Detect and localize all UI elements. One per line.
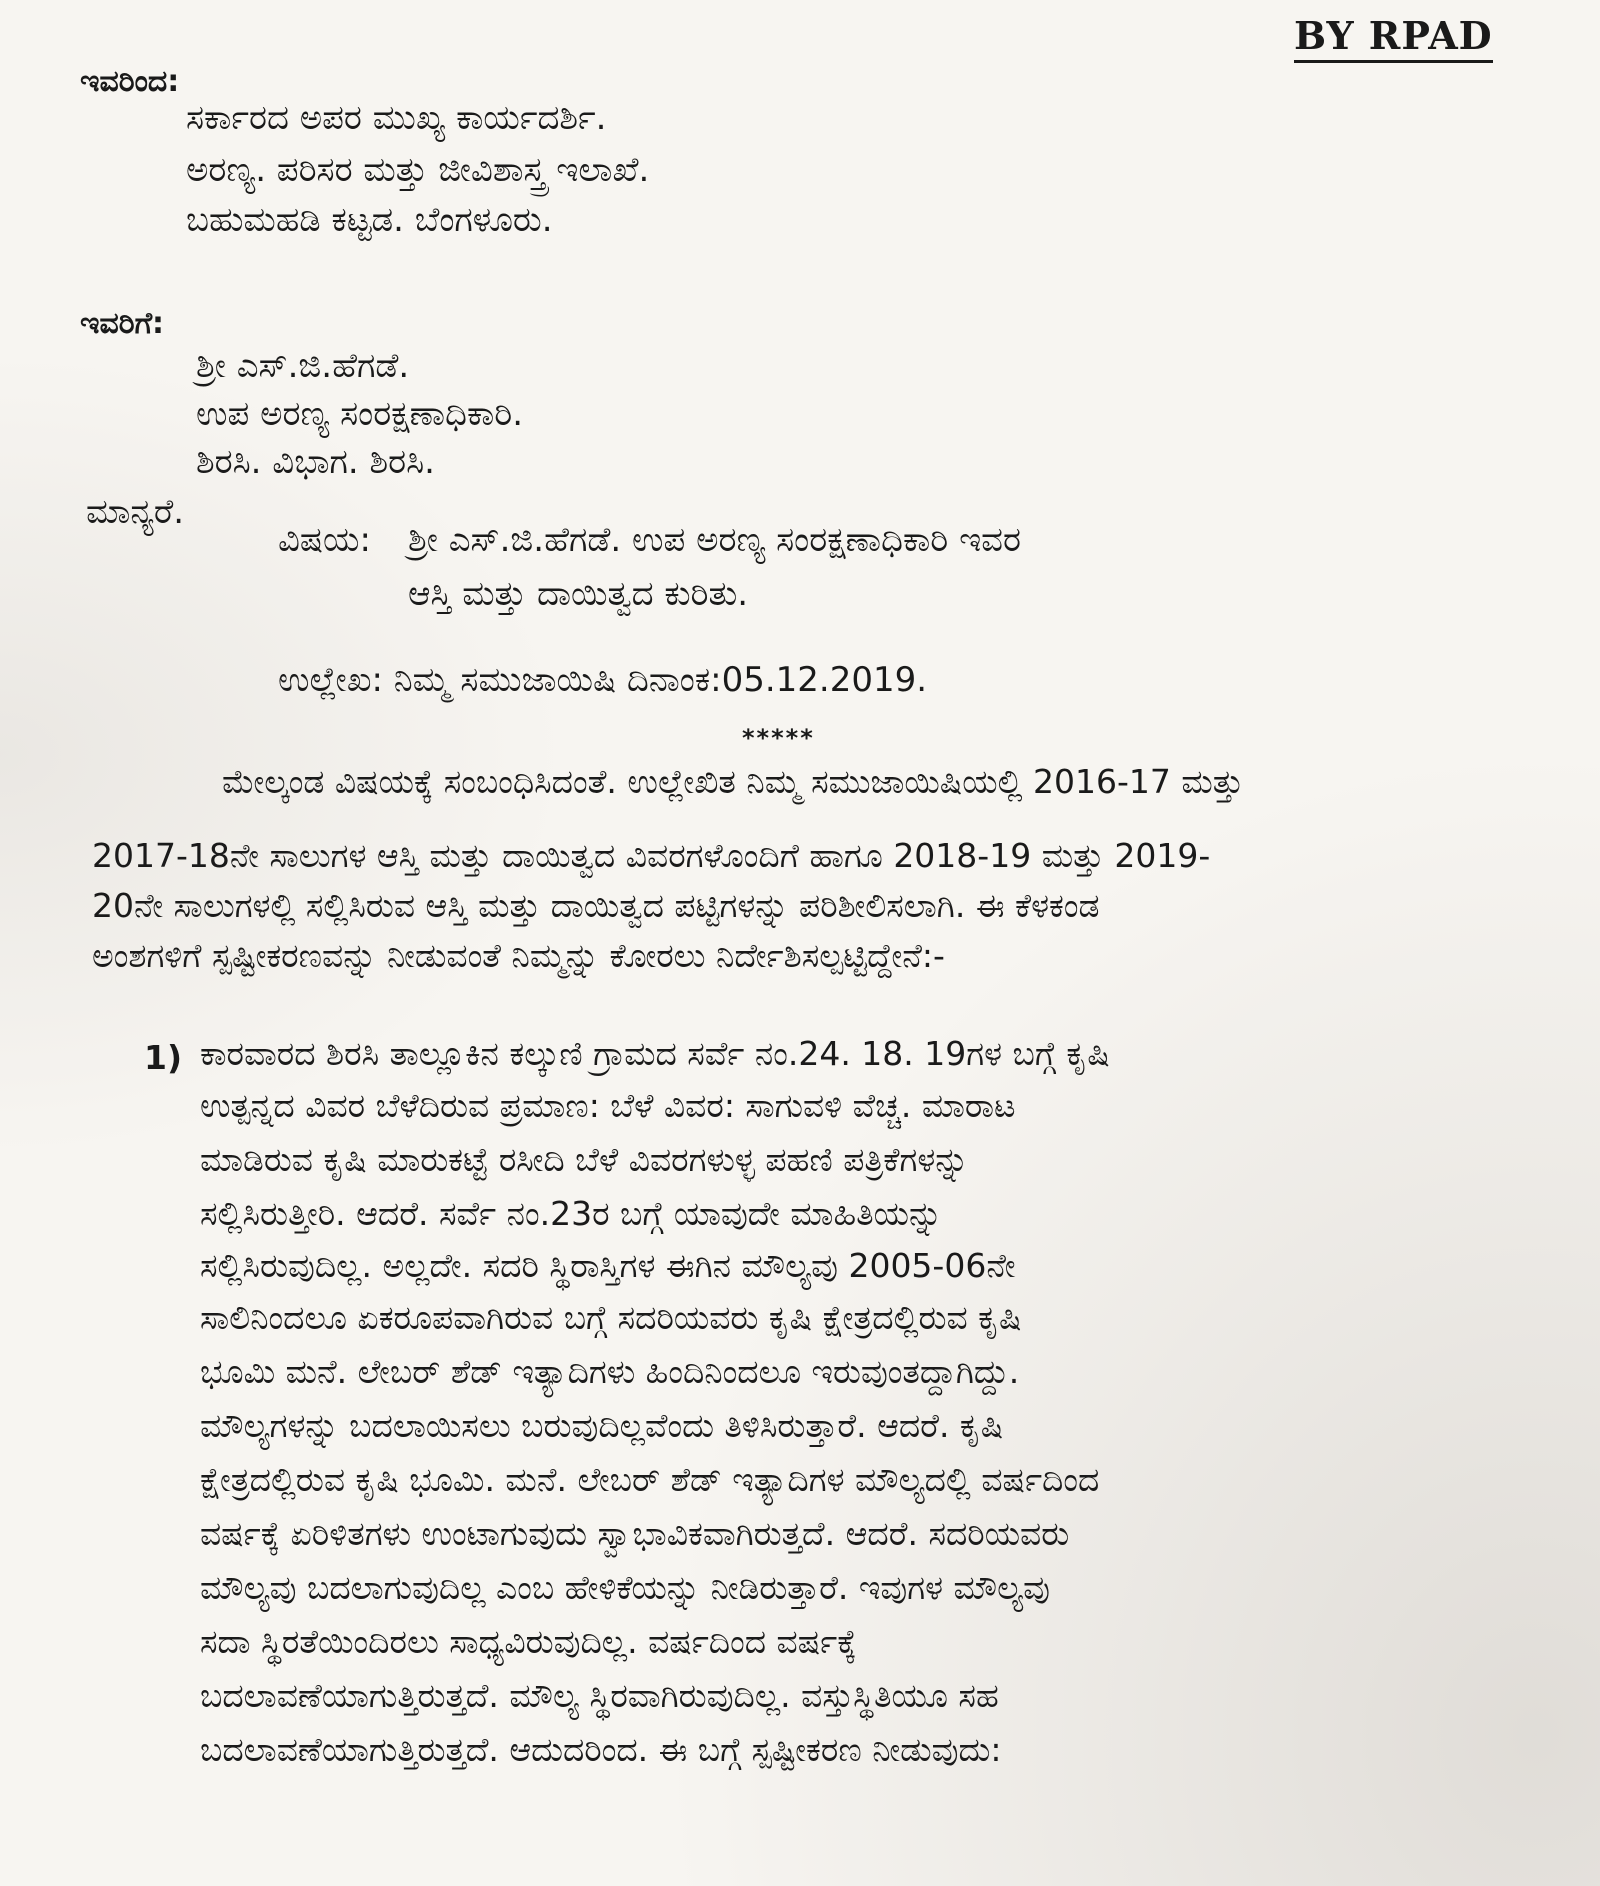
item-line-12: ಸದಾ ಸ್ಥಿರತೆಯಿಂದಿರಲು ಸಾಧ್ಯವಿರುವುದಿಲ್ಲ. ವರ್ಷದಿಂದ ವರ್ಷಕ್ಕೆ (200, 1622, 857, 1661)
item-line-10: ವರ್ಷಕ್ಕೆ ಏರಿಳಿತಗಳು ಉಂಟಾಗುವುದು ಸ್ವಾಭಾವಿಕವಾಗಿರುತ್ತದೆ. ಆದರೆ. ಸದರಿಯವರು (200, 1514, 1070, 1553)
item-line-14: ಬದಲಾವಣೆಯಾಗುತ್ತಿರುತ್ತದೆ. ಆದುದರಿಂದ. ಈ ಬಗ್ಗೆ ಸ್ಪಷ್ಟೀಕರಣ ನೀಡುವುದು: (200, 1730, 1002, 1769)
subject-label: ವಿಷಯ: (278, 520, 371, 560)
to-line-designation: ಉಪ ಅರಣ್ಯ ಸಂರಕ್ಷಣಾಧಿಕಾರಿ. (196, 394, 524, 434)
item-line-2: ಉತ್ಪನ್ನದ ವಿವರ ಬೆಳೆದಿರುವ ಪ್ರಮಾಣ: ಬೆಳೆ ವಿವರ: ಸಾಗುವಳಿ ವೆಚ್ಚ. ಮಾರಾಟ (200, 1086, 1016, 1125)
intro-paragraph-line-3: 20ನೇ ಸಾಲುಗಳಲ್ಲಿ ಸಲ್ಲಿಸಿರುವ ಆಸ್ತಿ ಮತ್ತು ದಾಯಿತ್ವದ ಪಟ್ಟಿಗಳನ್ನು ಪರಿಶೀಲಿಸಲಾಗಿ. ಈ ಕೆಳಕಂಡ (92, 886, 1100, 925)
item-line-9: ಕ್ಷೇತ್ರದಲ್ಲಿರುವ ಕೃಷಿ ಭೂಮಿ. ಮನೆ. ಲೇಬರ್ ಶೆಡ್ ಇತ್ಯಾದಿಗಳ ಮೌಲ್ಯದಲ್ಲಿ ವರ್ಷದಿಂದ (200, 1460, 1100, 1499)
item-line-5: ಸಲ್ಲಿಸಿರುವುದಿಲ್ಲ. ಅಲ್ಲದೇ. ಸದರಿ ಸ್ಥಿರಾಸ್ತಿಗಳ ಈಗಿನ ಮೌಲ್ಯವು 2005-06ನೇ (200, 1246, 1016, 1285)
item-line-3: ಮಾಡಿರುವ ಕೃಷಿ ಮಾರುಕಟ್ಟೆ ರಸೀದಿ ಬೆಳೆ ವಿವರಗಳುಳ್ಳ ಪಹಣಿ ಪತ್ರಿಕೆಗಳನ್ನು (200, 1140, 969, 1179)
from-line-designation: ಸರ್ಕಾರದ ಅಪರ ಮುಖ್ಯ ಕಾರ್ಯದರ್ಶಿ. (186, 98, 607, 138)
separator-stars: ***** (742, 724, 815, 752)
intro-paragraph-line-2: 2017-18ನೇ ಸಾಲುಗಳ ಆಸ್ತಿ ಮತ್ತು ದಾಯಿತ್ವದ ವಿವರಗಳೊಂದಿಗೆ ಹಾಗೂ 2018-19 ಮತ್ತು 2019- (92, 836, 1211, 875)
reference-line: ಉಲ್ಲೇಖ: ನಿಮ್ಮ ಸಮುಜಾಯಿಷಿ ದಿನಾಂಕ:05.12.2019. (278, 660, 928, 700)
subject-line-2: ಆಸ್ತಿ ಮತ್ತು ದಾಯಿತ್ವದ ಕುರಿತು. (408, 574, 749, 614)
registered-post-stamp: BY RPAD (1294, 14, 1493, 63)
item-line-7: ಭೂಮಿ ಮನೆ. ಲೇಬರ್ ಶೆಡ್ ಇತ್ಯಾದಿಗಳು ಹಿಂದಿನಿಂದಲೂ ಇರುವುಂತದ್ದಾಗಿದ್ದು. (200, 1352, 1020, 1391)
intro-paragraph-line-1: ಮೇಲ್ಕಂಡ ವಿಷಯಕ್ಕೆ ಸಂಬಂಧಿಸಿದಂತೆ. ಉಲ್ಲೇಖಿತ ನಿಮ್ಮ ಸಮುಜಾಯಿಷಿಯಲ್ಲಿ 2016-17 ಮತ್ತು (222, 762, 1244, 801)
item-line-13: ಬದಲಾವಣೆಯಾಗುತ್ತಿರುತ್ತದೆ. ಮೌಲ್ಯ ಸ್ಥಿರವಾಗಿರುವುದಿಲ್ಲ. ವಸ್ತುಸ್ಥಿತಿಯೂ ಸಹ (200, 1676, 999, 1715)
from-line-address: ಬಹುಮಹಡಿ ಕಟ್ಟಡ. ಬೆಂಗಳೂರು. (186, 200, 553, 240)
item-line-6: ಸಾಲಿನಿಂದಲೂ ಏಕರೂಪವಾಗಿರುವ ಬಗ್ಗೆ ಸದರಿಯವರು ಕೃಷಿ ಕ್ಷೇತ್ರದಲ್ಲಿರುವ ಕೃಷಿ (200, 1298, 1022, 1337)
salutation: ಮಾನ್ಯರೆ. (86, 492, 185, 532)
item-line-11: ಮೌಲ್ಯವು ಬದಲಾಗುವುದಿಲ್ಲ ಎಂಬ ಹೇಳಿಕೆಯನ್ನು ನೀಡಿರುತ್ತಾರೆ. ಇವುಗಳ ಮೌಲ್ಯವು (200, 1568, 1050, 1607)
intro-paragraph-line-4: ಅಂಶಗಳಿಗೆ ಸ್ಪಷ್ಟೀಕರಣವನ್ನು ನೀಡುವಂತೆ ನಿಮ್ಮನ್ನು ಕೋರಲು ನಿರ್ದೇಶಿಸಲ್ಪಟ್ಟಿದ್ದೇನೆ:- (92, 936, 945, 975)
from-label: ಇವರಿಂದ: (80, 64, 180, 99)
item-number: 1) (144, 1038, 183, 1077)
to-label: ಇವರಿಗೆ: (80, 306, 165, 341)
to-line-office: ಶಿರಸಿ. ವಿಭಾಗ. ಶಿರಸಿ. (196, 442, 435, 482)
item-line-8: ಮೌಲ್ಯಗಳನ್ನು ಬದಲಾಯಿಸಲು ಬರುವುದಿಲ್ಲವೆಂದು ತಿಳಿಸಿರುತ್ತಾರೆ. ಆದರೆ. ಕೃಷಿ (200, 1406, 1004, 1445)
item-line-1: ಕಾರವಾರದ ಶಿರಸಿ ತಾಲ್ಲೂಕಿನ ಕಲ್ಕುಣಿ ಗ್ರಾಮದ ಸರ್ವೆ ನಂ.24. 18. 19ಗಳ ಬಗ್ಗೆ ಕೃಷಿ (200, 1034, 1110, 1073)
item-line-4: ಸಲ್ಲಿಸಿರುತ್ತೀರಿ. ಆದರೆ. ಸರ್ವೆ ನಂ.23ರ ಬಗ್ಗೆ ಯಾವುದೇ ಮಾಹಿತಿಯನ್ನು (200, 1194, 943, 1233)
from-line-department: ಅರಣ್ಯ. ಪರಿಸರ ಮತ್ತು ಜೀವಿಶಾಸ್ತ್ರ ಇಲಾಖೆ. (186, 150, 650, 190)
to-line-name: ಶ್ರೀ ಎಸ್.ಜಿ.ಹೆಗಡೆ. (196, 346, 410, 386)
subject-line-1: ಶ್ರೀ ಎಸ್.ಜಿ.ಹೆಗಡೆ. ಉಪ ಅರಣ್ಯ ಸಂರಕ್ಷಣಾಧಿಕಾರಿ ಇವರ (408, 520, 1021, 560)
